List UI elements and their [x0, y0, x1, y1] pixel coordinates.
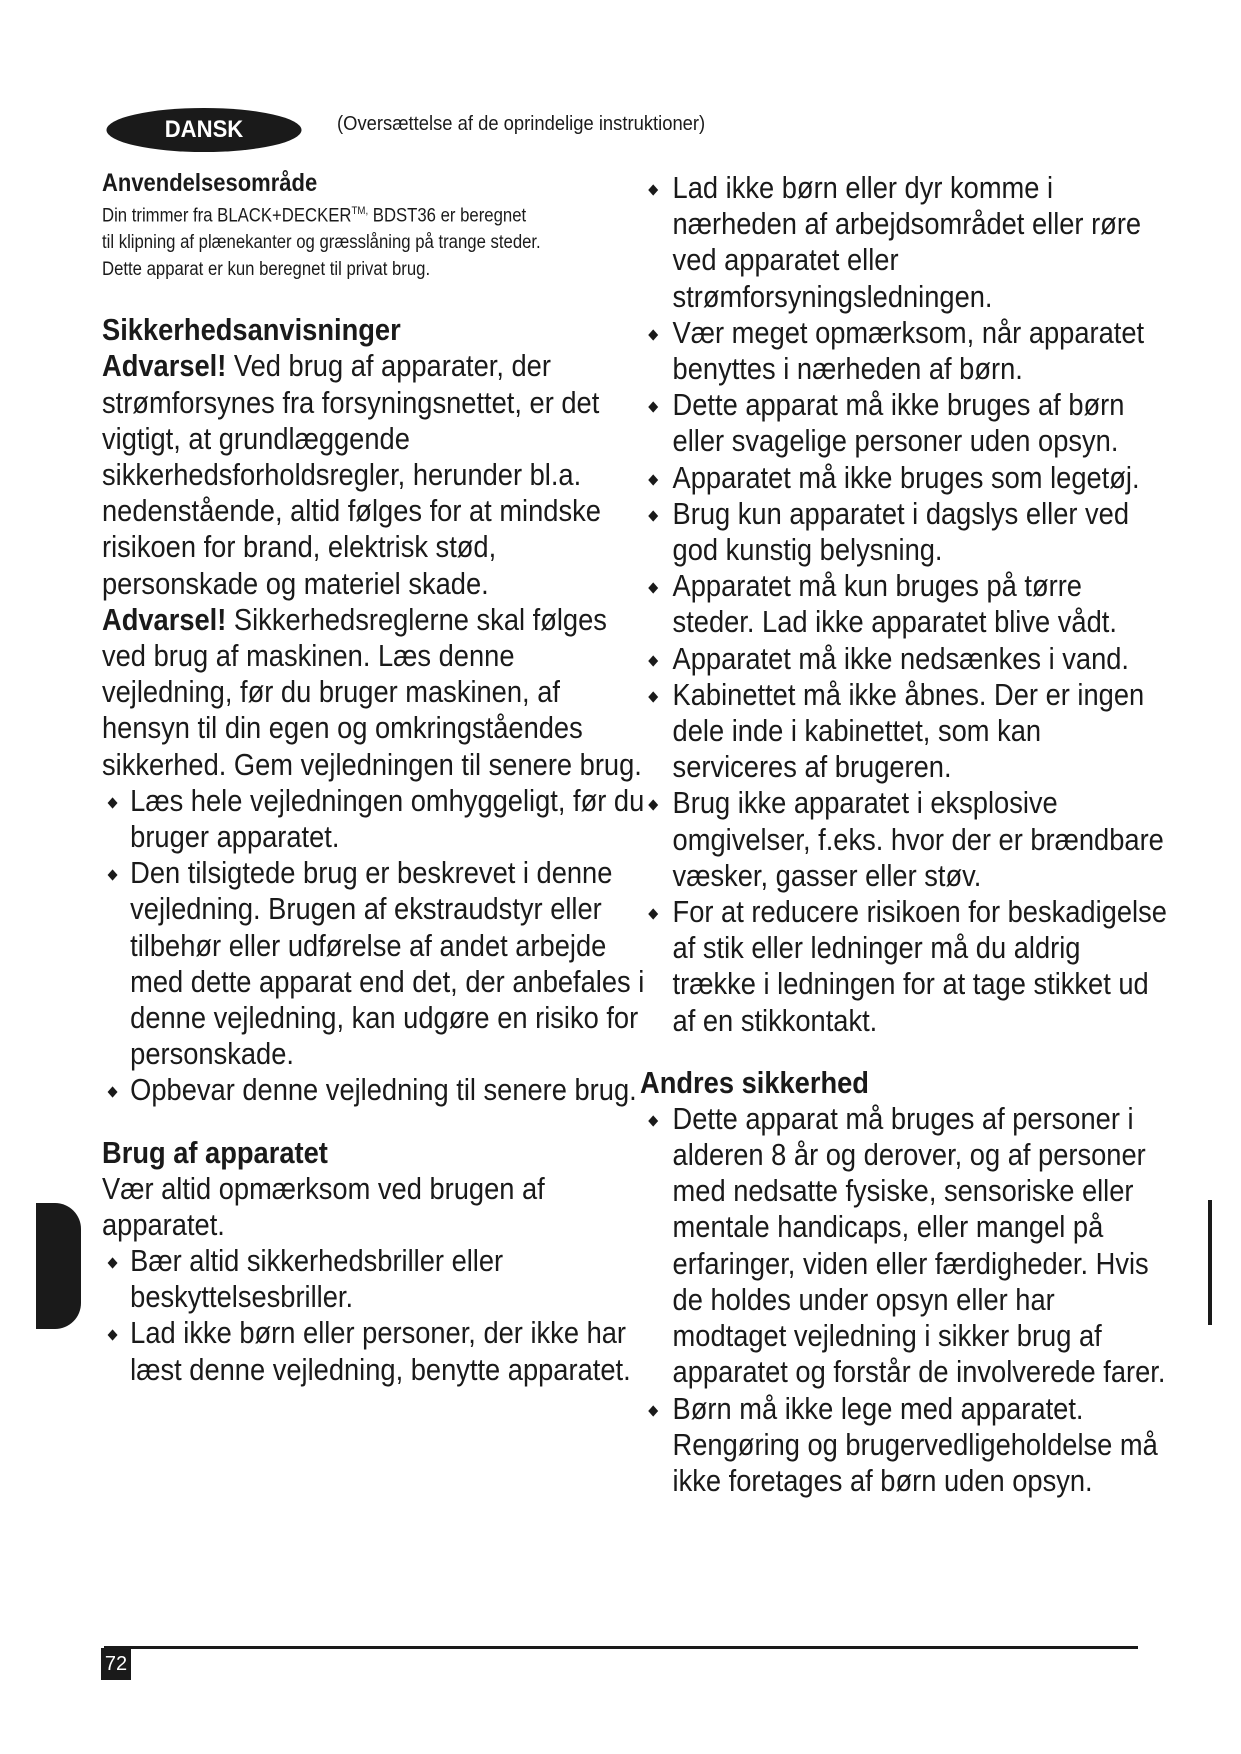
diamond-bullet-icon	[108, 870, 118, 881]
diamond-bullet-icon	[648, 655, 658, 666]
language-badge	[106, 108, 301, 152]
margin-marker-line	[1208, 1200, 1212, 1325]
diamond-bullet-icon	[648, 691, 658, 702]
list-item: Apparatet må ikke nedsænkes i vand.	[640, 641, 1168, 677]
list-item: Vær meget opmærksom, når apparatet benyttes i nærheden af børn.	[640, 315, 1168, 387]
diamond-bullet-icon	[648, 474, 658, 485]
diamond-bullet-icon	[648, 402, 658, 413]
safety-warning-2: Advarsel! Sikkerhedsreglerne skal følges ved brug af maskinen. Læs denne vejledning, før du bruger maskinen, af hensyn til din egen og omkringståendes sikkerhed. Gem vejledningen til senere brug.	[102, 601, 642, 782]
list-item: Den tilsigtede brug er beskrevet i denne vejledning. Brugen af ekstraudstyr eller tilbehør eller udførelse af andet arbejde med dette apparat end det, der anbefales i denne vejledning, kan udgøre en risiko for personskade.	[102, 855, 648, 1072]
list-item: Brug ikke apparatet i eksplosive omgivelser, f.eks. hvor der er brændbare væsker, gasser eller støv.	[640, 785, 1168, 894]
general-safety-bullet-list	[640, 170, 1168, 1039]
diamond-bullet-icon	[648, 184, 658, 195]
use-of-appliance-title: Brug af apparatet	[102, 1134, 328, 1170]
intended-use-line-1: Din trimmer fra $BLACK+DECKER^{TM,}$ BDST36 er beregnet	[102, 205, 527, 227]
list-item: For at reducere risikoen for beskadigelse af stik eller ledninger må du aldrig trække i ledningen for at tage stikket ud af en stikkontakt.	[640, 894, 1168, 1039]
list-item: Brug kun apparatet i dagslys eller ved god kunstig belysning.	[640, 496, 1168, 568]
list-item: Læs hele vejledningen omhyggeligt, før du bruger apparatet.	[102, 783, 648, 855]
intended-use-line-3: Dette apparat er kun beregnet til privat brug.	[102, 259, 431, 281]
left-column	[102, 168, 645, 1388]
list-item: Opbevar denne vejledning til senere brug.	[102, 1072, 648, 1108]
list-item: Bær altid sikkerhedsbriller eller beskyttelsesbriller.	[102, 1243, 648, 1315]
intended-use-line-2: til klipning af plænekanter og græsslåning på trange steder.	[102, 232, 541, 254]
diamond-bullet-icon	[648, 329, 658, 340]
diamond-bullet-icon	[648, 1115, 658, 1126]
page-number: 72	[101, 1648, 131, 1680]
others-safety-bullet-list	[640, 1101, 1168, 1499]
diamond-bullet-icon	[108, 1257, 118, 1268]
intended-use-title: Anvendelsesområde	[102, 169, 318, 197]
use-of-appliance-intro: Vær altid opmærksom ved brugen af apparatet.	[102, 1170, 545, 1242]
list-item: Dette apparat må ikke bruges af børn eller svagelige personer uden opsyn.	[640, 387, 1168, 459]
diamond-bullet-icon	[108, 1087, 118, 1098]
others-safety-title: Andres sikkerhed	[640, 1064, 869, 1100]
section-thumb-tab	[36, 1203, 81, 1329]
diamond-bullet-icon	[108, 1330, 118, 1341]
list-item: Kabinettet må ikke åbnes. Der er ingen dele inde i kabinettet, som kan serviceres af brugeren.	[640, 677, 1168, 786]
safety-title: Sikkerhedsanvisninger	[102, 312, 401, 348]
right-column	[640, 170, 1167, 1499]
warning-label: Advarsel!	[102, 348, 227, 384]
safety-warning-1: Advarsel! Ved brug af apparater, der strømforsynes fra forsyningsnettet, er det vigtigt, at grundlæggende sikkerhedsforholdsregler, herunder bl.a. nedenstående, altid følges for at mindske risikoen for brand, elektrisk stød, personskade og materiel skade.	[102, 348, 601, 601]
diamond-bullet-icon	[648, 908, 658, 919]
list-item: Apparatet må kun bruges på tørre steder. Lad ikke apparatet blive vådt.	[640, 568, 1168, 640]
list-item: Lad ikke børn eller personer, der ikke har læst denne vejledning, benytte apparatet.	[102, 1315, 648, 1387]
diamond-bullet-icon	[108, 797, 118, 808]
list-item: Børn må ikke lege med apparatet. Rengøring og brugervedligeholdelse må ikke foretages af børn uden opsyn.	[640, 1391, 1168, 1500]
diamond-bullet-icon	[648, 1405, 658, 1416]
language-label: DANSK	[164, 116, 244, 143]
translation-note: (Oversættelse af de oprindelige instruktioner)	[337, 113, 706, 135]
diamond-bullet-icon	[648, 800, 658, 811]
trademark-sup: TM,	[351, 205, 369, 217]
use-of-appliance-bullet-list	[102, 1243, 648, 1388]
diamond-bullet-icon	[648, 510, 658, 521]
list-item: Dette apparat må bruges af personer i alderen 8 år og derover, og af personer med nedsatte fysiske, sensoriske eller mentale handicaps, eller mangel på erfaringer, viden eller færdigheder. Hvis de holdes under opsyn eller har modtaget vejledning i sikker brug af apparatet og forstår de involverede farer.	[640, 1101, 1168, 1391]
warning-label: Advarsel!	[102, 601, 227, 637]
safety-bullet-list	[102, 783, 648, 1109]
list-item: Lad ikke børn eller dyr komme i nærheden af arbejdsområdet eller røre ved apparatet eller strømforsyningsledningen.	[640, 170, 1168, 315]
diamond-bullet-icon	[648, 583, 658, 594]
list-item: Apparatet må ikke bruges som legetøj.	[640, 460, 1168, 496]
footer-rule	[104, 1646, 1138, 1649]
